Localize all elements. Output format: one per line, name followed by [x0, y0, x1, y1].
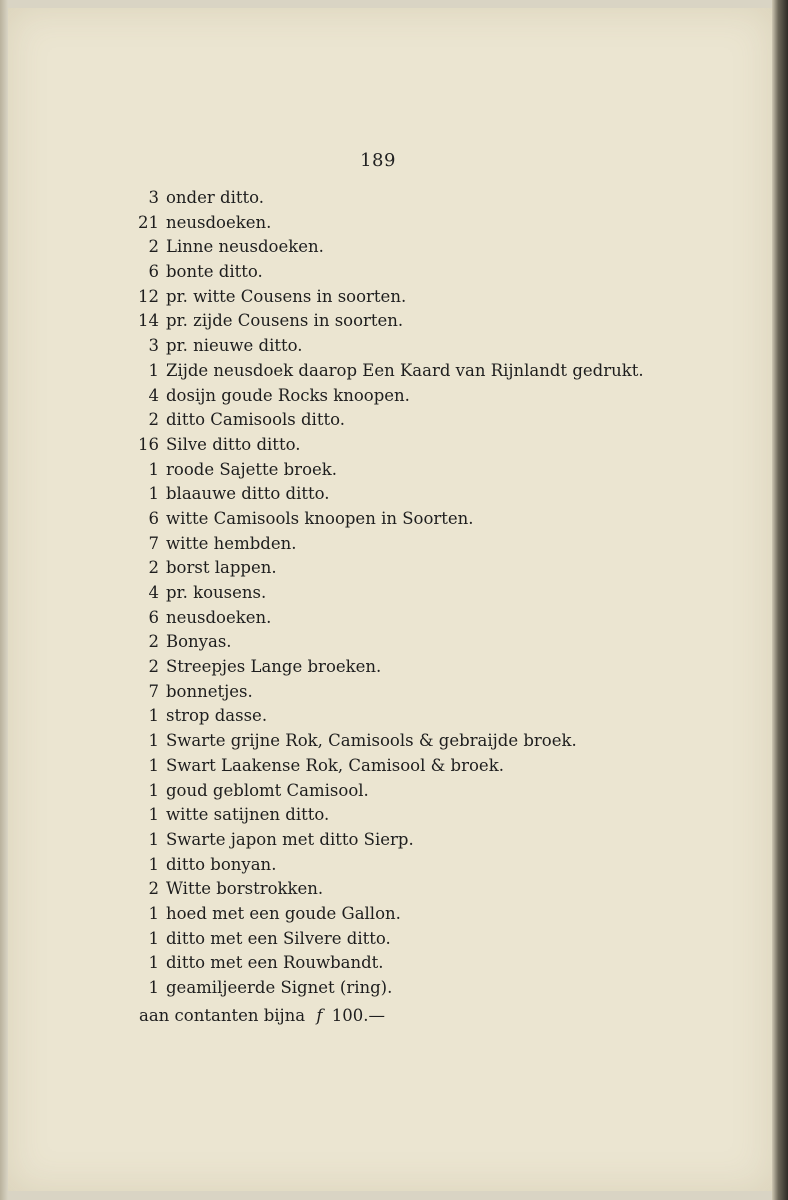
item-description: Bonyas.	[166, 632, 232, 652]
item-quantity: 2	[148, 410, 159, 430]
item-quantity: 1	[148, 903, 159, 923]
item-description: Witte borstrokken.	[166, 879, 324, 899]
list-item	[120, 951, 740, 976]
cash-label: aan contanten bijna	[139, 1006, 306, 1025]
item-description: strop dasse.	[166, 706, 268, 726]
list-item	[120, 334, 740, 359]
list-item	[120, 704, 740, 729]
item-description: geamiljeerde Signet (ring).	[166, 978, 393, 997]
list-item	[120, 359, 740, 384]
item-description: ditto met een Silvere ditto.	[166, 928, 391, 948]
inventory-list	[120, 186, 740, 1001]
list-item	[120, 779, 740, 804]
cash-total-line	[139, 1004, 385, 1028]
item-quantity: 1	[148, 978, 159, 997]
item-quantity: 1	[148, 360, 159, 380]
item-description: ditto bonyan.	[166, 854, 277, 874]
item-quantity: 2	[148, 879, 159, 899]
item-quantity: 4	[148, 385, 159, 405]
item-description: witte satijnen ditto.	[166, 805, 330, 825]
list-item	[120, 260, 740, 285]
item-quantity: 4	[148, 583, 159, 602]
item-description: neusdoeken.	[166, 607, 272, 627]
item-description: witte Camisools knoopen in Soorten.	[166, 508, 474, 528]
item-quantity: 7	[148, 681, 159, 701]
item-quantity: 14	[138, 311, 159, 331]
list-item	[120, 186, 740, 211]
book-page	[8, 8, 772, 1191]
item-description: hoed met een goude Gallon.	[166, 903, 401, 923]
list-item	[120, 408, 740, 433]
list-item	[120, 458, 740, 483]
item-quantity: 2	[148, 632, 159, 652]
page-edge-left	[0, 0, 8, 1200]
item-quantity: 1	[148, 829, 159, 849]
item-description: roode Sajette broek.	[166, 459, 338, 479]
item-quantity: 21	[138, 212, 159, 232]
list-item	[120, 976, 740, 1001]
list-item	[120, 902, 740, 927]
list-item	[120, 581, 740, 606]
list-item	[120, 532, 740, 557]
item-quantity: 1	[148, 780, 159, 800]
item-description: witte hembden.	[166, 533, 297, 553]
list-item	[120, 828, 740, 853]
list-item	[120, 235, 740, 260]
item-description: Streepjes Lange broeken.	[166, 657, 382, 677]
item-quantity: 1	[148, 953, 159, 973]
item-quantity: 7	[148, 533, 159, 553]
item-quantity: 3	[148, 336, 159, 356]
currency-symbol: f	[316, 1006, 323, 1025]
cash-amount: 100.—	[331, 1006, 385, 1025]
list-item	[120, 482, 740, 507]
item-description: bonte ditto.	[166, 262, 263, 282]
item-description: goud geblomt Camisool.	[166, 780, 369, 800]
list-item	[120, 285, 740, 310]
item-description: ditto met een Rouwbandt.	[166, 953, 384, 973]
item-quantity: 2	[148, 237, 159, 257]
list-item	[120, 680, 740, 705]
item-quantity: 1	[148, 484, 159, 504]
list-item	[120, 630, 740, 655]
item-description: dosijn goude Rocks knoopen.	[166, 385, 410, 405]
item-quantity: 1	[148, 805, 159, 825]
list-item	[120, 507, 740, 532]
item-description: borst lappen.	[166, 558, 277, 578]
item-quantity: 1	[148, 731, 159, 751]
item-description: bonnetjes.	[166, 681, 253, 701]
item-quantity: 1	[148, 755, 159, 775]
item-quantity: 1	[148, 928, 159, 948]
list-item	[120, 309, 740, 334]
list-item	[120, 606, 740, 631]
item-description: neusdoeken.	[166, 212, 272, 232]
item-quantity: 1	[148, 459, 159, 479]
item-description: Silve ditto ditto.	[166, 434, 301, 454]
item-quantity: 1	[148, 706, 159, 726]
item-description: Zijde neusdoek daarop Een Kaard van Rijnlandt gedrukt.	[166, 360, 644, 380]
item-quantity: 6	[148, 508, 159, 528]
list-item	[120, 211, 740, 236]
list-item	[120, 927, 740, 952]
item-quantity: 3	[148, 188, 159, 207]
list-item	[120, 556, 740, 581]
item-quantity: 16	[138, 434, 159, 454]
item-description: pr. nieuwe ditto.	[166, 336, 303, 356]
list-item	[120, 729, 740, 754]
item-quantity: 1	[148, 854, 159, 874]
list-item	[120, 433, 740, 458]
list-item	[120, 853, 740, 878]
item-description: pr. witte Cousens in soorten.	[166, 286, 407, 306]
item-quantity: 2	[148, 558, 159, 578]
item-description: pr. kousens.	[166, 583, 267, 602]
item-quantity: 2	[148, 657, 159, 677]
list-item	[120, 754, 740, 779]
item-description: onder ditto.	[166, 188, 265, 207]
item-quantity: 12	[138, 286, 159, 306]
item-description: Linne neusdoeken.	[166, 237, 324, 257]
item-description: Swart Laakense Rok, Camisool & broek.	[166, 755, 504, 775]
item-description: pr. zijde Cousens in soorten.	[166, 311, 404, 331]
list-item	[120, 655, 740, 680]
page-number: 189	[360, 150, 396, 171]
item-description: ditto Camisools ditto.	[166, 410, 345, 430]
item-description: blaauwe ditto ditto.	[166, 484, 330, 504]
item-description: Swarte grijne Rok, Camisools & gebraijde broek.	[166, 731, 577, 751]
page-edge-right	[772, 0, 788, 1200]
item-quantity: 6	[148, 607, 159, 627]
item-quantity: 6	[148, 262, 159, 282]
list-item	[120, 803, 740, 828]
list-item	[120, 384, 740, 409]
item-description: Swarte japon met ditto Sierp.	[166, 829, 414, 849]
list-item	[120, 877, 740, 902]
